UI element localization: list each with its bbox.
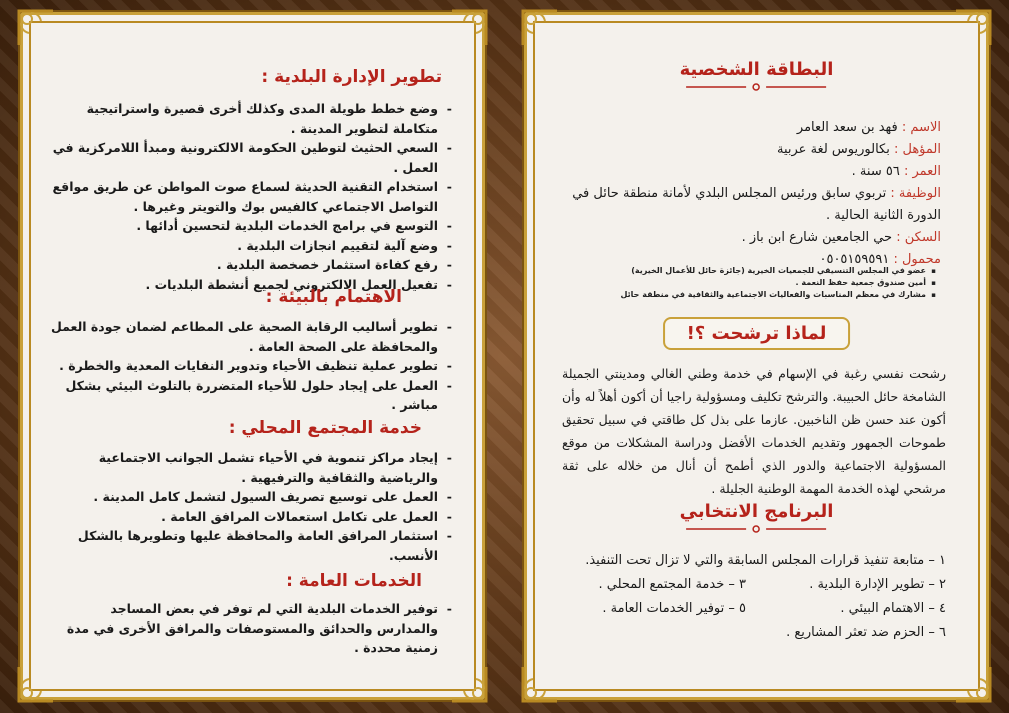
info-name: الاسم : فهد بن سعد العامر bbox=[796, 120, 941, 135]
program-row: ٢ – تطوير الإدارة البلدية . ٣ – خدمة المجتمع المحلي . bbox=[598, 577, 946, 592]
community-list bbox=[51, 448, 454, 565]
list-item: - تطوير أساليب الرقابة الصحية على المطاعم لضمان جودة العمل والمحافظة على الصحة العامة . bbox=[51, 317, 454, 356]
list-item: ▪ مشارك في معظم المناسبات والفعاليات الاجتماعية والثقافية في منطقة حائل bbox=[567, 289, 936, 301]
personal-card-title-text: البطاقة الشخصية bbox=[679, 59, 834, 80]
flourish-divider-icon bbox=[682, 82, 832, 92]
list-item: - تفعيل العمل الالكتروني لجميع أنشطة البلديات . bbox=[51, 275, 454, 295]
info-age: العمر : ٥٦ سنة . bbox=[851, 164, 941, 179]
memberships-list bbox=[567, 265, 936, 301]
why-title: لماذا ترشحت ؟! bbox=[663, 317, 851, 350]
left-panel bbox=[20, 12, 485, 700]
list-item: ▪ عضو في المجلس التنسيقي للجمعيات الخيرية (جائزة حائل للأعمال الخيرية) bbox=[567, 265, 936, 277]
program-row: ١ – متابعة تنفيذ قرارات المجلس السابقة والتي لا تزال تحت التنفيذ. bbox=[585, 553, 946, 568]
personal-info-list bbox=[567, 117, 941, 271]
list-item: - وضع خطط طويلة المدى وكذلك أخرى قصيرة واستراتيجية متكاملة لتطوير المدينة . bbox=[51, 99, 454, 138]
right-panel bbox=[524, 12, 989, 700]
program-row: ٦ – الحزم ضد تعثر المشاريع . bbox=[786, 625, 946, 640]
municipal-list bbox=[51, 99, 454, 294]
personal-card-title bbox=[680, 59, 834, 92]
list-item: - العمل على إيجاد حلول للأحياء المتضررة بالتلوث البيئي بشكل مباشر . bbox=[51, 376, 454, 415]
list-item: - تطوير عملية تنظيف الأحياء وتدوير النفايات المعدية والخطرة . bbox=[51, 356, 454, 376]
program-title-text: البرنامج الانتخابي bbox=[679, 501, 834, 522]
program-title bbox=[680, 501, 834, 534]
environment-list bbox=[51, 317, 454, 415]
list-item: - العمل على توسيع تصريف السيول لتشمل كامل المدينة . bbox=[51, 487, 454, 507]
program-list bbox=[567, 549, 946, 645]
info-job: الوظيفة : تربوي سابق ورئيس المجلس البلدي لأمانة منطقة حائل في الدورة الثانية الحالية . bbox=[572, 186, 941, 223]
section-title-environment: الاهتمام بالبيئة : bbox=[265, 287, 402, 307]
info-residence: السكن : حي الجامعين شارع ابن باز . bbox=[741, 230, 941, 245]
section-title-public-services: الخدمات العامة : bbox=[286, 571, 422, 591]
list-item: - رفع كفاءة استثمار خصخصة البلدية . bbox=[51, 255, 454, 275]
why-paragraph: رشحت نفسي رغبة في الإسهام في خدمة وطني الغالي ومدينتي الجميلة الشامخة حائل الحبيبة. والترشح تكليف ومسؤولية راجيا أن أكون أهلاً له وأن أكون عند حسن ظن الناخبين. عازما على بذل كل طاقتي في سبيل تحقيق طموحات الجمهور وتقديم الخدمات الأفضل ودراسة المشكلات من موقع المسؤولية الاجتماعية والدور الذي أطمح أن أنال من خلاله على ثقة مرشحي لهذه الخدمة المهمة الوطنية الجليلة . bbox=[562, 366, 946, 496]
list-item: - التوسع في برامج الخدمات البلدية لتحسين أدائها . bbox=[51, 216, 454, 236]
list-item: - إيجاد مراكز تنموية في الأحياء تشمل الجوانب الاجتماعية والرياضية والثقافية والترفيهية . bbox=[51, 448, 454, 487]
list-item: - العمل على تكامل استعمالات المرافق العامة . bbox=[51, 507, 454, 527]
list-item: - توفير الخدمات البلدية التي لم توفر في بعض المساجد والمدارس والحدائق والمستوصفات والمرافق الأخرى في مدة زمنية محددة . bbox=[51, 599, 454, 658]
list-item: - استثمار المرافق العامة والمحافظة عليها وتطويرها بالشكل الأنسب. bbox=[51, 526, 454, 565]
section-title-municipal: تطوير الإدارة البلدية : bbox=[261, 67, 442, 87]
flourish-divider-icon bbox=[682, 524, 832, 534]
info-mobile: محمول : ٠٥٠٥١٥٩٥٩١ bbox=[819, 252, 941, 267]
public-services-list bbox=[51, 599, 454, 658]
list-item: - استخدام التقنية الحديثة لسماع صوت المواطن عن طريق مواقع التواصل الاجتماعي كالفيس بوك والتويتر وغيرها . bbox=[51, 177, 454, 216]
list-item: ▪ أمين صندوق جمعية حفظ النعمة . bbox=[567, 277, 936, 289]
info-qualification: المؤهل : بكالوريوس لغة عربية bbox=[777, 142, 941, 157]
list-item: - السعي الحثيث لتوطين الحكومة الالكترونية ومبدأ اللامركزية في العمل . bbox=[51, 138, 454, 177]
list-item: - وضع آلية لتقييم انجازات البلدية . bbox=[51, 236, 454, 256]
program-row: ٤ – الاهتمام البيئي . ٥ – توفير الخدمات العامة . bbox=[602, 601, 946, 616]
section-title-community: خدمة المجتمع المحلي : bbox=[228, 418, 422, 438]
